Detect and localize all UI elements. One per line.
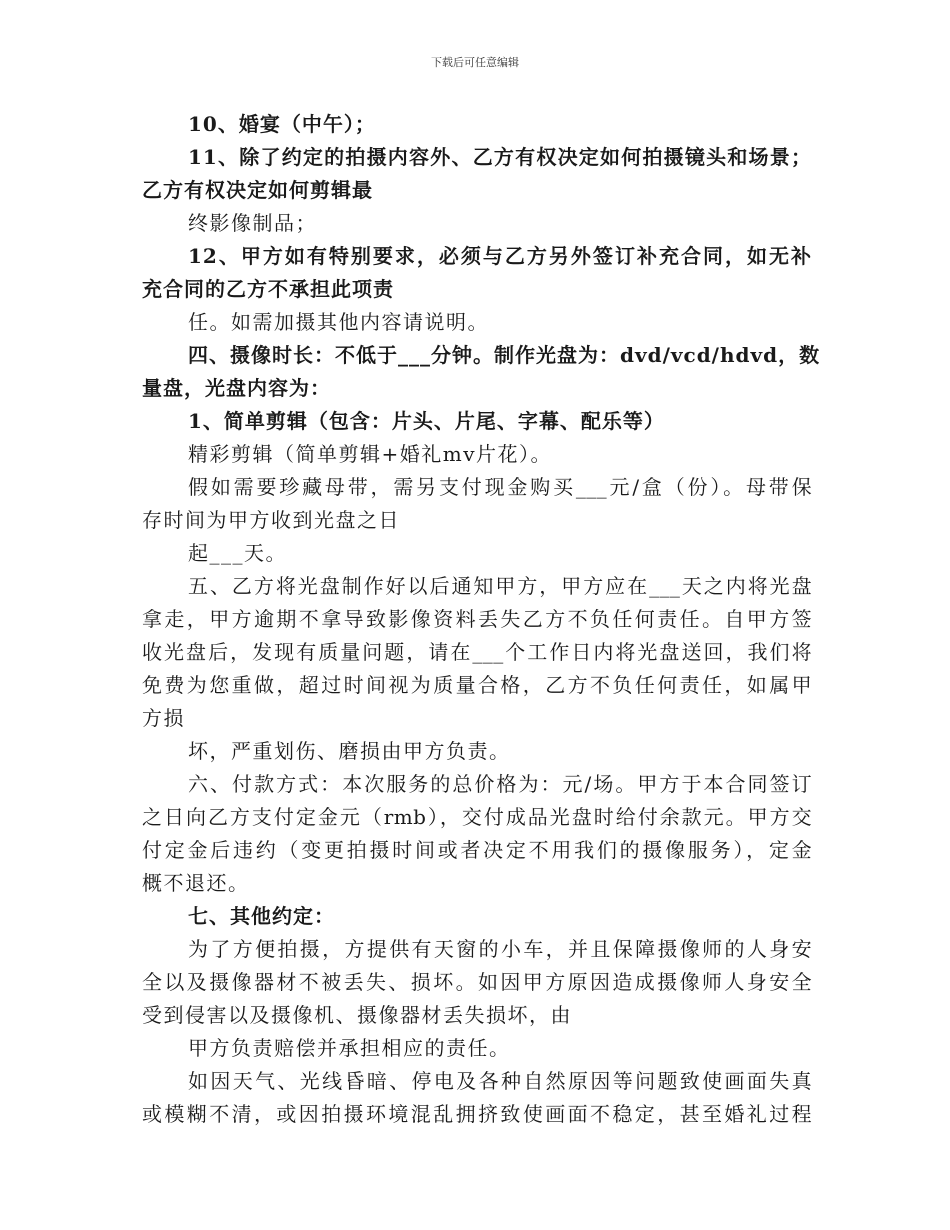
section-4-item-2: 精彩剪辑（简单剪辑+婚礼mv片花）。 <box>188 442 553 466</box>
section-5-line-4: 免费为您重做，超过时间视为质量合格，乙方不负任何责任，如属甲 <box>142 673 812 697</box>
section-6-line-3: 付定金后违约（变更拍摄时间或者决定不用我们的摄像服务），定金 <box>142 838 812 862</box>
section-5-line-3: 收光盘后，发现有质量问题，请在___个工作日内将光盘送回，我们将 <box>142 640 812 664</box>
clause-12-line-2: 充合同的乙方不承担此项责 <box>142 277 394 301</box>
section-7-para-1-line-2: 全以及摄像器材不被丢失、损坏。如因甲方原因造成摄像师人身安全 <box>142 970 812 994</box>
section-4-master-line-3: 起___天。 <box>188 541 287 565</box>
section-6-line-2: 之日向乙方支付定金元（rmb），交付成品光盘时给付余款元。甲方交 <box>142 805 812 829</box>
section-4-master-line-2: 存时间为甲方收到光盘之日 <box>142 508 400 532</box>
section-6-line-4: 概不退还。 <box>142 871 250 895</box>
clause-11-line-3: 终影像制品； <box>188 211 317 235</box>
section-6-line-1: 六、付款方式：本次服务的总价格为：元/场。甲方于本合同签订 <box>188 772 812 796</box>
clause-10: 10、婚宴（中午）； <box>188 112 376 136</box>
section-4-line-1: 四、摄像时长：不低于___分钟。制作光盘为：dvd/vcd/hdvd，数 <box>188 343 821 367</box>
section-5-line-2: 拿走，甲方逾期不拿导致影像资料丢失乙方不负任何责任。自甲方签 <box>142 607 812 631</box>
clause-12-line-1: 12、甲方如有特别要求，必须与乙方另外签订补充合同，如无补 <box>188 244 812 268</box>
section-7-para-1-line-1: 为了方便拍摄，方提供有天窗的小车，并且保障摄像师的人身安 <box>188 937 812 961</box>
section-5-line-5: 方损 <box>142 706 185 730</box>
document-body <box>142 108 821 1131</box>
section-7-para-2-line-2: 或模糊不清，或因拍摄环境混乱拥挤致使画面不稳定，甚至婚礼过程 <box>142 1102 812 1126</box>
section-5-line-6: 坏，严重划伤、磨损由甲方负责。 <box>188 739 511 763</box>
section-7-para-1-line-3: 受到侵害以及摄像机、摄像器材丢失损坏，由 <box>142 1003 572 1027</box>
section-7-heading: 七、其他约定： <box>188 904 335 928</box>
section-5-line-1: 五、乙方将光盘制作好以后通知甲方，甲方应在___天之内将光盘 <box>188 574 812 598</box>
section-7-para-2-line-1: 如因天气、光线昏暗、停电及各种自然原因等问题致使画面失真 <box>188 1069 812 1093</box>
clause-11-line-1: 11、除了约定的拍摄内容外、乙方有权决定如何拍摄镜头和场景； <box>188 145 812 169</box>
page-header: 下载后可任意编辑 <box>431 56 519 69</box>
section-7-para-1-line-4: 甲方负责赔偿并承担相应的责任。 <box>188 1036 511 1060</box>
section-4-item-1: 1、简单剪辑（包含：片头、片尾、字幕、配乐等） <box>188 409 665 433</box>
clause-12-line-3: 任。如需加摄其他内容请说明。 <box>188 310 489 334</box>
section-4-master-line-1: 假如需要珍藏母带，需另支付现金购买___元/盒（份）。母带保 <box>188 475 812 499</box>
section-4-line-2: 量盘，光盘内容为： <box>142 376 331 400</box>
clause-11-line-2: 乙方有权决定如何剪辑最 <box>142 178 373 202</box>
